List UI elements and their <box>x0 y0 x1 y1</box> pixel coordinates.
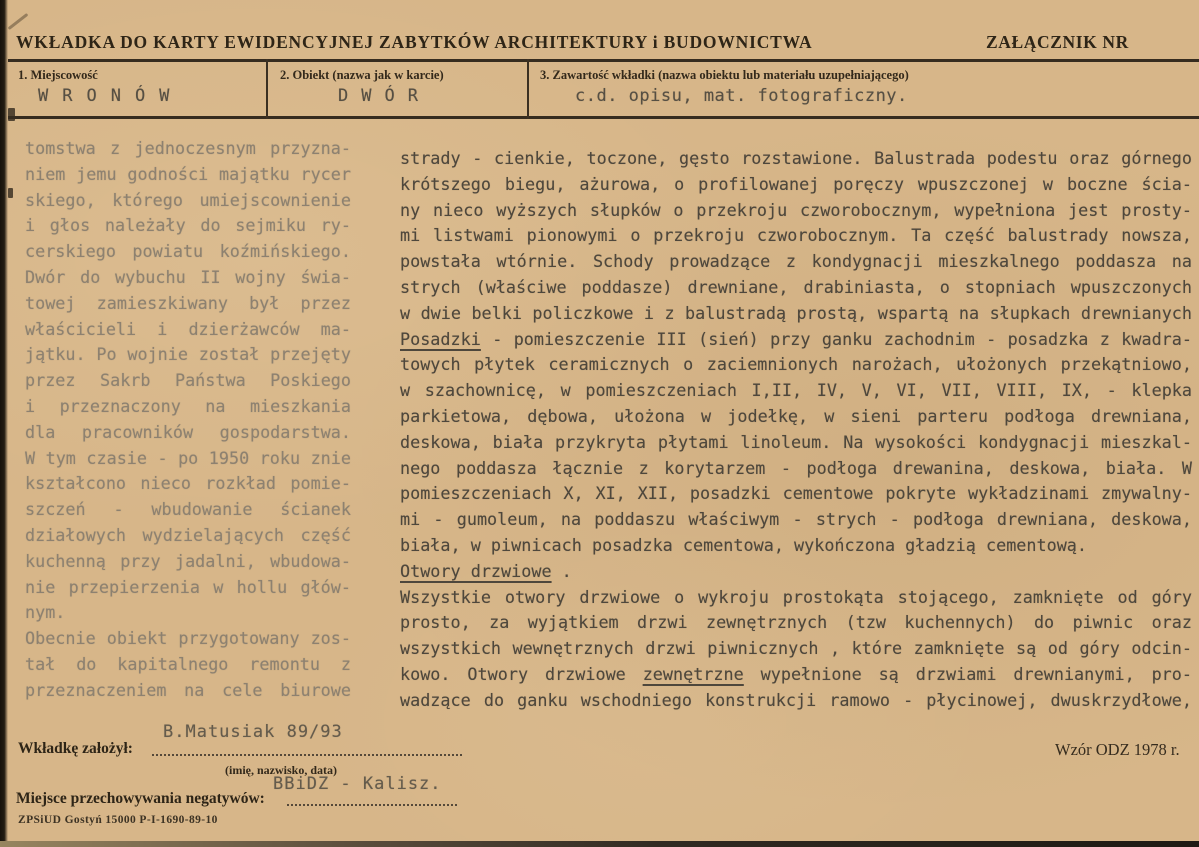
text-line: Dwór do wybuchu II wojny świa- <box>25 266 351 287</box>
text-line: strych (właściwe poddasze) drewniane, drabiniasta, o stopniach wpuszczonych <box>400 276 1192 297</box>
text-line: deskowa, biała przykryta płytami linoleum. Na wysokości kondygnacji mieszkal- <box>400 431 1192 452</box>
text-line: mi listwami pionowymi o przekroju czworobocznym. Ta część balustrady nowsza, <box>400 225 1192 246</box>
text-line: strady - cienkie, toczone, gęsto rozstawione. Balustrada podestu oraz górnego <box>400 148 1192 168</box>
text-line: W tym czasie - po 1950 roku znie <box>25 447 351 468</box>
text-line: Obecnie obiekt przygotowany zos- <box>25 628 351 649</box>
text-line: wadzące do ganku wschodniego konstrukcji ramowo - płycinowej, dwuskrzydłowe, <box>400 689 1192 710</box>
field-label-miejscowosc: 1. Miejscowość <box>18 68 98 82</box>
author-signature: B.Matusiak 89/93 <box>163 722 343 742</box>
scan-edge-left <box>0 0 8 847</box>
text-line: Otwory drzwiowe . <box>400 560 572 581</box>
text-line: niem jemu godności majątku rycer <box>25 163 351 184</box>
header-rule-top <box>8 59 1199 62</box>
field-value-obiekt: DWÓR <box>338 86 431 106</box>
scan-edge-bottom <box>0 841 1199 847</box>
scan-speck <box>8 188 13 198</box>
text-line: Wszystkie otwory drzwiowe o wykroju prostokąta stojącego, zamknięte od góry <box>400 586 1192 607</box>
text-line: skiego, którego umiejscownienie <box>25 189 351 210</box>
field-value-zawartosc: c.d. opisu, mat. fotograficzny. <box>575 86 908 106</box>
field-divider-2 <box>527 59 529 119</box>
text-line: prosto, za wyjątkiem drzwi zewnętrznych (tzw kuchennych) do piwnic oraz <box>400 612 1192 633</box>
text-line: nym. <box>25 602 66 623</box>
print-shop-code: ZPSiUD Gostyń 15000 P-I-1690-89-10 <box>18 814 218 826</box>
negatives-dotted-line <box>287 804 457 806</box>
header-rule-bottom <box>8 116 1199 119</box>
text-line: szczeń - wbudowanie ścianek <box>25 499 351 520</box>
text-line: towych płytek ceramicznych o zaciemnionych narożach, ułożonych przekątniowo, <box>400 354 1192 375</box>
text-line: działowych wydzielających część <box>25 524 351 545</box>
text-line: biała, w piwnicach posadzka cementowa, wykończona gładzią cementową. <box>400 534 1088 555</box>
negatives-label: Miejsce przechowywania negatywów: <box>16 790 265 807</box>
text-line: tał do kapitalnego remontu z <box>25 653 351 674</box>
text-line: nego poddasza łącznie z korytarzem - podłoga drewanina, deskowa, biała. W <box>400 457 1192 478</box>
text-line: kowo. Otwory drzwiowe zewnętrzne wypełnione są drzwiami drewnianymi, pro- <box>400 663 1192 684</box>
text-line: przez Sakrb Państwa Poskiego <box>25 370 351 391</box>
text-line: cerskiego powiatu koźmińskiego. <box>25 241 351 262</box>
text-line: parkietowa, dębowa, ułożona w jodełkę, w sieni parteru podłoga drewniana, <box>400 405 1192 426</box>
author-label: Wkładkę założył: <box>18 740 133 757</box>
field-divider-1 <box>266 59 268 119</box>
text-line: właścicieli i dzierżawców ma- <box>25 318 351 339</box>
author-dotted-line <box>152 754 462 756</box>
text-line: mi - gumoleum, na poddaszu właściwym - strych - podłoga drewniana, deskowa, <box>400 509 1192 530</box>
attachment-number-label: ZAŁĄCZNIK NR <box>986 32 1129 52</box>
scan-streak <box>8 13 29 30</box>
text-line: przeznaczeniem na cele biurowe <box>25 679 351 700</box>
text-line: powstała wtórnie. Schody prowadzące z kondygnacji mieszkalnego poddasza na <box>400 251 1192 272</box>
text-line: towej zamieszkiwany był przez <box>25 292 351 313</box>
text-line: kształcono nieco rozkład pomie- <box>25 473 351 494</box>
negatives-location-value: BBiDZ - Kalisz. <box>273 774 442 794</box>
text-line: w dwie belki policzkowe i z balustradą prostą, wspartą na słupkach drewnianych <box>400 302 1192 323</box>
text-line: ny nieco wyższych słupków o przekroju czworobocznym, wypełniona jest prosty- <box>400 199 1192 220</box>
text-line: i przeznaczony na mieszkania <box>25 395 351 416</box>
text-line: kuchenną przy jadalni, wbudowa- <box>25 550 351 571</box>
text-line: w szachownicę, w pomieszczeniach I,II, IV, V, VI, VII, VIII, IX, - klepka <box>400 380 1192 401</box>
text-line: nie przepierzenia w hollu głów- <box>25 576 351 597</box>
text-line: Posadzki - pomieszczenie III (sień) przy ganku zachodnim - posadzka z kwadra- <box>400 328 1192 349</box>
field-value-miejscowosc: WRONÓW <box>38 86 184 106</box>
text-line: pomieszczeniach X, XI, XII, posadzki cementowe pokryte wykładzinami zmywalny- <box>400 483 1192 504</box>
text-line: tomstwa z jednoczesnym przyzna- <box>25 138 351 158</box>
scan-speck <box>8 108 15 121</box>
document-title: WKŁADKA DO KARTY EWIDENCYJNEJ ZABYTKÓW ARCHITEKTURY i BUDOWNICTWA <box>16 32 813 52</box>
text-line: i głos należały do sejmiku ry- <box>25 215 351 236</box>
right-text-column <box>400 146 1192 714</box>
text-line: krótszego biegu, ażurowa, o profilowanej poręczy wpuszczonej w boczne ścia- <box>400 173 1192 194</box>
text-line: dla pracowników gospodarstwa. <box>25 421 351 442</box>
text-line: wszystkich wewnętrznych drzwi piwnicznych , które zamknięte są od góry odcin- <box>400 638 1192 659</box>
text-line: jątku. Po wojnie został przejęty <box>25 344 351 365</box>
left-text-column <box>25 136 351 704</box>
form-model-note: Wzór ODZ 1978 r. <box>1055 740 1180 759</box>
field-label-obiekt: 2. Obiekt (nazwa jak w karcie) <box>280 68 444 82</box>
author-hint: (imię, nazwisko, data) <box>225 763 337 777</box>
field-label-zawartosc: 3. Zawartość wkładki (nazwa obiektu lub materiału uzupełniającego) <box>540 68 909 82</box>
